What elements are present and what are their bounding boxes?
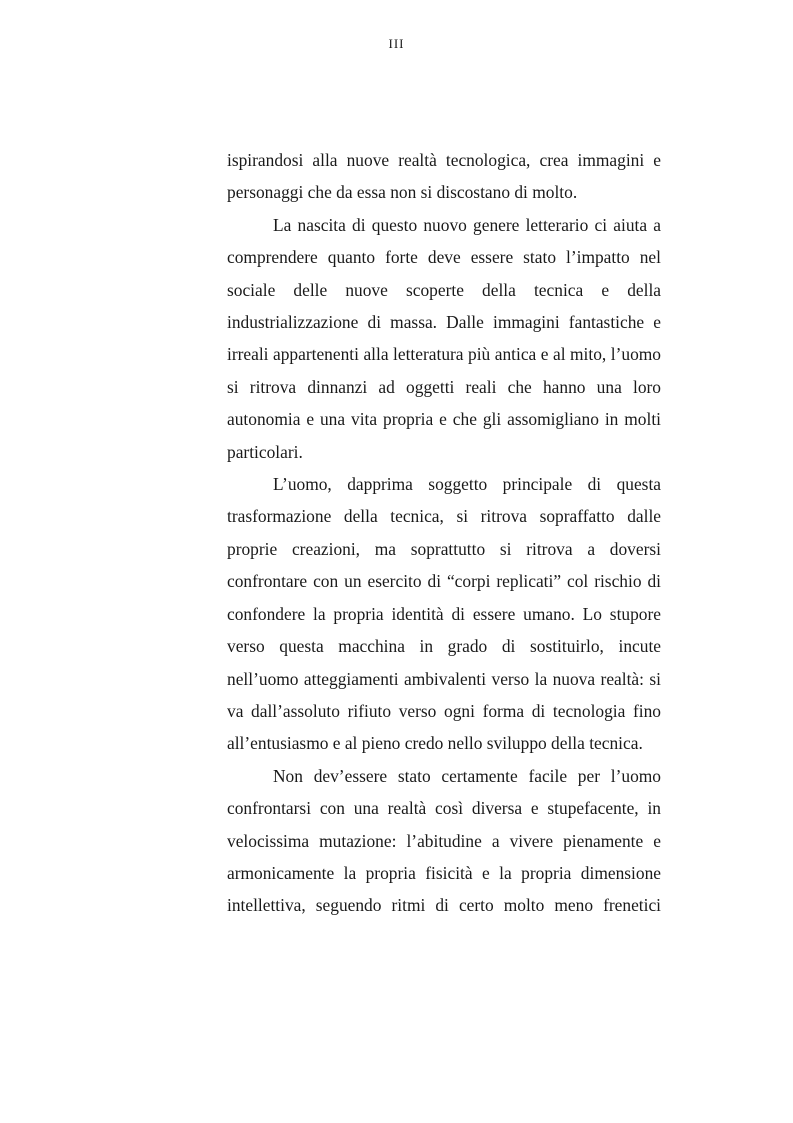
page-number: III xyxy=(388,36,405,51)
document-body xyxy=(227,144,661,922)
paragraph-last: Non dev’essere stato certamente facile per l’uomo confrontarsi con una realtà così diversa e stupefacente, in velocissima mutazione: l’abitudine a vivere pienamente e armonicamente la propria fisicità e la propria dimensione intellettiva, seguendo ritmi di certo molto meno frenetici xyxy=(227,765,661,916)
paragraph: La nascita di questo nuovo genere letterario ci aiuta a comprendere quanto forte deve essere stato l’impatto nel sociale delle nuove scoperte della tecnica e della industrializzazione di massa. Dalle immagini fantastiche e irreali appartenenti alla letteratura più antica e al mito, l’uomo si ritrova dinnanzi ad oggetti reali che hanno una loro autonomia e una vita propria e che gli assomigliano in molti particolari. xyxy=(227,214,661,462)
paragraph-continuation: ispirandosi alla nuove realtà tecnologica, crea immagini e personaggi che da essa non si discostano di molto. xyxy=(227,150,661,203)
paragraph: L’uomo, dapprima soggetto principale di questa trasformazione della tecnica, si ritrova sopraffatto dalle proprie creazioni, ma soprattutto si ritrova a doversi confrontare con un esercito di “corpi replicati” col rischio di confondere la propria identità di essere umano. Lo stupore verso questa macchina in grado di sostituirlo, incute nell’uomo atteggiamenti ambivalenti verso la nuova realtà: si va dall’assoluto rifiuto verso ogni forma di tecnologia fino all’entusiasmo e al pieno credo nello sviluppo della tecnica. xyxy=(227,474,661,754)
